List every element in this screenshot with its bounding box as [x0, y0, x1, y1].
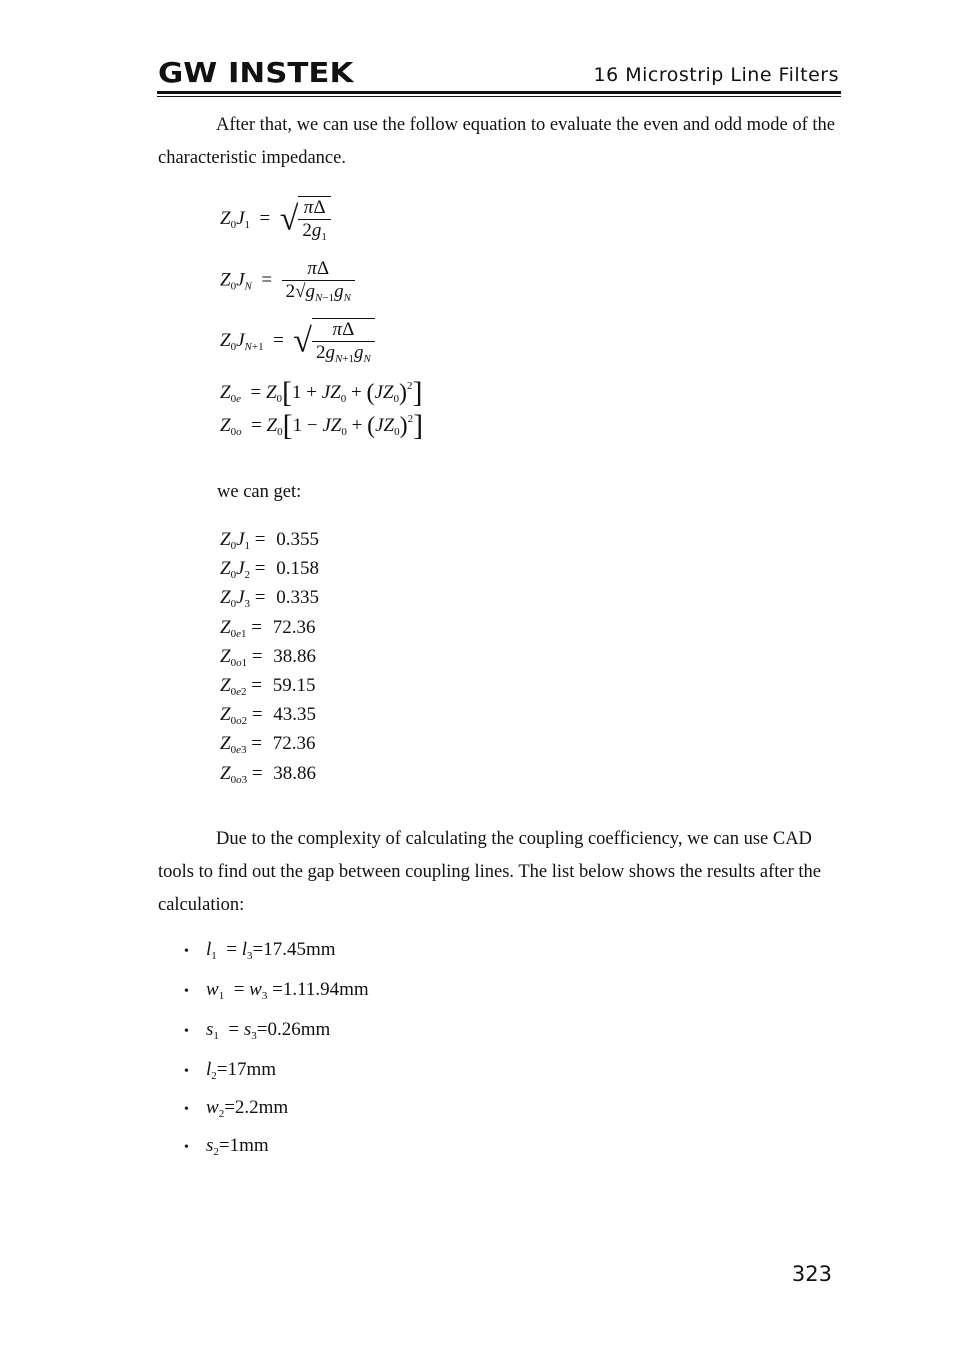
list-item: • $s_1 = s_3=0.26mm$ [184, 1016, 369, 1056]
list-item: • $w_1 = w_3 =1.11.94mm$ [184, 976, 369, 1016]
result-row: $Z_{0o2} = 43.35$ [220, 704, 317, 728]
bullet-icon: • [184, 984, 189, 999]
result-value: 38.86 [273, 762, 317, 784]
equation-z0e: $Z_{0e} = Z_0[1 + JZ_0 + (JZ_0)^2]$ [220, 376, 423, 409]
we-can-get-text: we can get: [217, 482, 302, 502]
bullet-icon: • [184, 1064, 189, 1079]
dimension-value: =2.2mm [224, 1097, 289, 1118]
coupling-paragraph: Due to the complexity of calculating the coupling coefficiency, we can use CAD tools to find out the gap between coupling lines. The list below shows the results after the calculation: [158, 829, 821, 915]
result-value: 0.355 [276, 529, 319, 550]
result-row: $Z_0J_2 = 0.158$ [220, 558, 319, 582]
gw-instek-logo: GW INSTEK [158, 56, 354, 89]
bullet-icon: • [184, 1024, 189, 1039]
result-row: $Z_{0e3} = 72.36$ [220, 733, 316, 757]
section-title: 16 Microstrip Line Filters [593, 64, 839, 86]
result-value: 59.15 [272, 675, 316, 696]
list-item: • $l_1 = l_3=17.45mm$ [184, 936, 369, 976]
result-value: 38.86 [273, 645, 317, 667]
list-item: • $w_2=2.2mm$ [184, 1094, 369, 1132]
equation-z0jn: $Z_0J_N$ = $\frac{\pi\Delta}{2√g_{N-1}g_N}$ [220, 258, 355, 304]
list-item: • $s_2=1mm$ [184, 1132, 369, 1170]
result-row: $Z_0J_1 = 0.355$ [220, 529, 319, 552]
intro-paragraph: After that, we can use the follow equation to evaluate the even and odd mode of the characteristic impedance. [158, 115, 836, 168]
bullet-icon: • [184, 1102, 189, 1117]
header-rule-thin [157, 96, 841, 97]
list-item: • $l_2=17mm$ [184, 1056, 369, 1094]
result-row: $Z_{0e1} = 72.36$ [220, 616, 316, 640]
bullet-icon: • [184, 1140, 189, 1155]
result-value: 72.36 [272, 616, 316, 638]
result-row: $Z_{0e2} = 59.15$ [220, 675, 316, 698]
result-value: 72.36 [272, 733, 316, 755]
dimension-value: =17.45mm [252, 939, 336, 960]
result-row: $Z_{0o1} = 38.86$ [220, 645, 317, 669]
equation-z0j1: $Z_0J_1$ = √ $\frac{\pi\Delta}{2g_1}$ [220, 196, 331, 243]
result-row: $Z_0J_3 = 0.335$ [220, 587, 319, 611]
dimension-value: =1mm [218, 1135, 269, 1156]
result-value: 43.35 [273, 704, 317, 726]
dimension-value: 1.11.94mm [282, 979, 369, 1000]
bullet-icon: • [184, 944, 189, 959]
result-row: $Z_{0o3} = 38.86$ [220, 762, 317, 786]
result-value: 0.158 [276, 558, 319, 580]
dimension-value: =0.26mm [256, 1019, 331, 1040]
equation-z0o: $Z_{0o} = Z_0[1 - JZ_0 + (JZ_0)^2]$ [220, 409, 424, 442]
page-number: 323 [791, 1262, 832, 1286]
equation-z0jn1: $Z_0J_{N+1}$ = √ $\frac{\pi\Delta}{2g_{N+1}g_N}$ [220, 318, 375, 365]
header-rule-thick [157, 91, 841, 94]
result-value: 0.335 [276, 587, 319, 609]
dimension-list [184, 936, 369, 1170]
dimension-value: =17mm [216, 1059, 277, 1080]
